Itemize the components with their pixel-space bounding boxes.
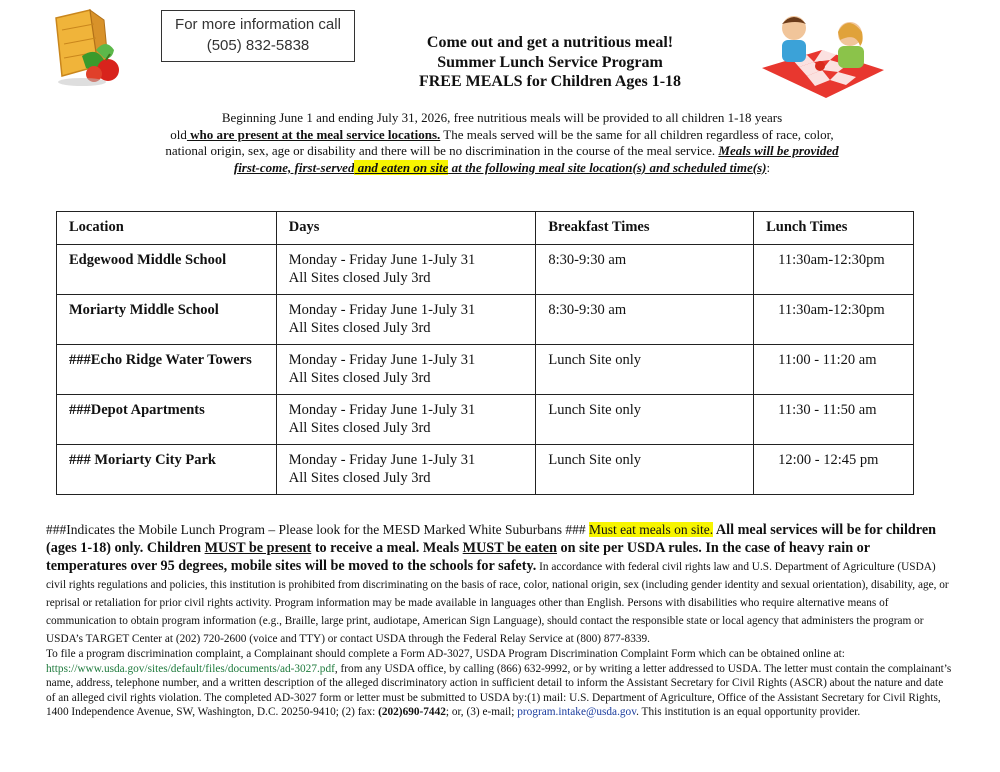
cell-days — [276, 295, 536, 345]
cell-days — [276, 245, 536, 295]
cell-days-range: Monday - Friday June 1-July 31 — [288, 352, 476, 368]
intro-line4 — [122, 160, 882, 177]
cell-location: Moriarty Middle School — [57, 295, 277, 345]
intro-line2 — [122, 127, 882, 144]
intro-who-present: who are present — [186, 126, 279, 142]
must-be-present: MUST be present — [204, 540, 312, 556]
civil-rights-statement: In accordance with federal civil rights law and U.S. Department of Agriculture (USDA) civil rights regulations and policies, this institution is prohibited from discriminating on the basis of race, color, national origin, sex (including gender identity and sexual orientation), disability, age, or reprisal or retaliation for prior civil rights activity. Program information may be made available in languages other than English. Persons with disabilities who require alternative means of communication to obtain program information (e.g., Braille, large print, audiotape, American Sign Language), should contact the responsible state or local agency that administers the program or USDA’s TARGET Center at (202) 720-2600 (voice and TTY) or contact USDA through the Federal Relay Service at (800) 877-8339. — [46, 561, 949, 645]
intro-nondiscrimination: national origin, sex, age or disability and there will be no discrimination in the course of the meal service. — [165, 143, 719, 159]
intro-line3 — [122, 143, 882, 160]
footer-notices — [46, 521, 954, 720]
table-row — [57, 395, 914, 445]
intro-line1: Beginning June 1 and ending July 31, 2026, free nutritious meals will be provided to all children 1-18 years — [221, 110, 783, 125]
cell-breakfast: Lunch Site only — [536, 445, 754, 495]
cell-days — [276, 395, 536, 445]
intro-eaten-on-site: and eaten on site — [354, 159, 449, 175]
eligibility-text-a: All meal services will be for children (ages 1-18) only. Children — [46, 522, 937, 556]
cell-breakfast: Lunch Site only — [536, 345, 754, 395]
mobile-note: ###Indicates the Mobile Lunch Program – Please look for the MESD Marked White Suburbans ### — [46, 522, 590, 537]
header-location: Location — [57, 212, 277, 245]
info-box-phone: (505) 832-5838 — [206, 37, 310, 54]
cell-days-range: Monday - Friday June 1-July 31 — [288, 252, 476, 268]
complaint-text-b: , from any USDA office, by calling (866) 632-9992, or by writing a letter addressed to USDA. The letter must contain the complainant’s name, address, telephone number, and a written description of the alleged discriminatory action in sufficient detail to inform the Assistant Secretary for Civil Rights (ASCR) about the nature and date of an alleged civil rights violation. The completed AD-3027 form or letter must be submitted to USDA by:(1) mail: U.S. Department of Agriculture, Office of the Assistant Secretary for Civil Rights, 1400 Independence Avenue, SW, Washington, D.C. 20250-9410; (2) fax: — [46, 662, 952, 719]
cell-lunch: 11:30am-12:30pm — [754, 245, 914, 295]
intro-first-come: first-come, first-served — [233, 159, 355, 175]
cell-days — [276, 345, 536, 395]
info-box-line1: For more information call — [175, 16, 341, 33]
children-picnic-icon — [752, 10, 892, 102]
cell-lunch: 11:00 - 11:20 am — [754, 345, 914, 395]
cell-location: ###Echo Ridge Water Towers — [57, 345, 277, 395]
intro-at-locations: at the meal service locations. — [278, 126, 441, 142]
cell-lunch: 12:00 - 12:45 pm — [754, 445, 914, 495]
intro-meals-provided: Meals will be provided — [718, 143, 839, 159]
complaint-text-c: ; or, (3) e-mail; — [445, 706, 518, 719]
cell-days-range: Monday - Friday June 1-July 31 — [288, 402, 476, 418]
grocery-bag-icon — [42, 4, 142, 90]
meal-site-schedule-table — [56, 211, 914, 495]
cell-days-closed: All Sites closed July 3rd — [288, 370, 431, 386]
table-header-row — [57, 212, 914, 245]
cell-days — [276, 445, 536, 495]
cell-location: ###Depot Apartments — [57, 395, 277, 445]
cell-breakfast: Lunch Site only — [536, 395, 754, 445]
complaint-instructions — [46, 647, 954, 720]
cell-days-closed: All Sites closed July 3rd — [288, 470, 431, 486]
cell-days-closed: All Sites closed July 3rd — [288, 420, 431, 436]
eligibility-text-b: to receive a meal. Meals — [311, 540, 463, 556]
email-link[interactable]: program.intake@usda.gov — [517, 706, 637, 719]
must-eat-on-site: Must eat meals on site. — [589, 522, 714, 537]
complaint-text-a: To file a program discrimination complaint, a Complainant should complete a Form AD-3027, USDA Program Discrimination Complaint Form which can be obtained online at: — [46, 648, 845, 660]
table-row — [57, 345, 914, 395]
header-days: Days — [276, 212, 536, 245]
cell-lunch: 11:30am-12:30pm — [754, 295, 914, 345]
intro-old: old — [170, 126, 187, 142]
weather-notice: on site per USDA rules. In the case of heavy rain or temperatures over 95 degrees, mobile sites will be moved to the schools for safety. — [46, 540, 870, 574]
title-line2: Summer Lunch Service Program — [437, 53, 663, 71]
info-callout-box — [161, 10, 355, 62]
title-line1: Come out and get a nutritious meal! — [426, 34, 674, 51]
cell-breakfast: 8:30-9:30 am — [536, 245, 754, 295]
cell-lunch: 11:30 - 11:50 am — [754, 395, 914, 445]
page-title — [380, 33, 720, 92]
intro-same-meals: The meals served will be the same for all children regardless of race, color, — [440, 126, 834, 142]
complaint-form-link[interactable]: https://www.usda.gov/sites/default/files/documents/ad-3027.pdf — [46, 662, 335, 675]
cell-location: ### Moriarty City Park — [57, 445, 277, 495]
fax-number: (202)690-7442 — [378, 706, 446, 719]
header-lunch: Lunch Times — [754, 212, 914, 245]
table-row — [57, 445, 914, 495]
intro-colon: : — [766, 159, 771, 175]
must-be-eaten: MUST be eaten — [462, 540, 557, 556]
cell-days-range: Monday - Friday June 1-July 31 — [288, 302, 476, 318]
intro-following-sites: at the following meal site location(s) and scheduled time(s) — [448, 159, 767, 175]
title-line3: FREE MEALS for Children Ages 1-18 — [418, 73, 682, 90]
cell-days-closed: All Sites closed July 3rd — [288, 320, 431, 336]
cell-location: Edgewood Middle School — [57, 245, 277, 295]
mobile-program-notice — [46, 521, 954, 647]
intro-paragraph — [122, 110, 882, 176]
cell-breakfast: 8:30-9:30 am — [536, 295, 754, 345]
header-breakfast: Breakfast Times — [536, 212, 754, 245]
cell-days-closed: All Sites closed July 3rd — [288, 270, 431, 286]
cell-days-range: Monday - Friday June 1-July 31 — [288, 452, 476, 468]
complaint-text-d: . This institution is an equal opportunity provider. — [636, 706, 861, 719]
table-row — [57, 245, 914, 295]
table-row — [57, 295, 914, 345]
